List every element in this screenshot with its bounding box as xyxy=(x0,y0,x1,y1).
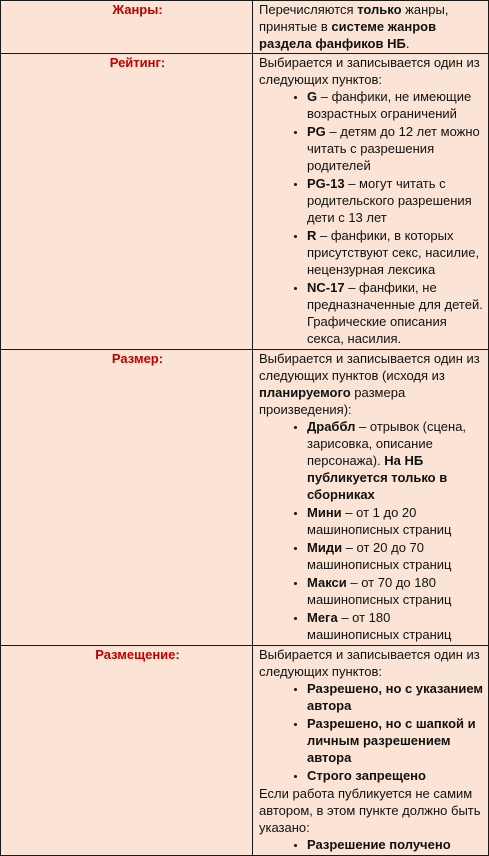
row-content-size xyxy=(253,350,489,646)
list-item: • Драббл – отрывок (сцена, зарисовка, описание персонажа). На НБ публикуется только в сборниках xyxy=(307,418,484,503)
list-item: • R – фанфики, в которых присутствуют секс, насилие, нецензурная лексика xyxy=(307,227,484,278)
row-content-genres xyxy=(253,1,489,54)
placement-note-list xyxy=(259,836,484,853)
list-item: • G – фанфики, не имеющие возрастных ограничений xyxy=(307,88,484,122)
row-content-rating xyxy=(253,54,489,350)
size-intro: Выбирается и записывается один из следующих пунктов (исходя из планируемого размера произведения): xyxy=(259,351,480,417)
row-label-cell xyxy=(1,350,253,646)
row-label-size: Размер: xyxy=(111,351,164,366)
table-row-placement xyxy=(1,646,489,856)
list-item: • Строго запрещено xyxy=(307,767,484,784)
rating-list xyxy=(259,88,484,347)
placement-list xyxy=(259,680,484,784)
placement-intro: Выбирается и записывается один из следующих пунктов: xyxy=(259,647,480,679)
row-label-placement: Размещение: xyxy=(95,647,180,662)
list-item: • Миди – от 20 до 70 машинописных страниц xyxy=(307,539,484,573)
table-row-genres xyxy=(1,1,489,54)
list-item: • Разрешено, но с шапкой и личным разрешением автора xyxy=(307,715,484,766)
row-label-cell xyxy=(1,1,253,54)
size-list xyxy=(259,418,484,643)
rating-intro: Выбирается и записывается один из следующих пунктов: xyxy=(259,55,480,87)
genres-description: Перечисляются только жанры, принятые в системе жанров раздела фанфиков НБ. xyxy=(259,2,449,51)
list-item: • PG – детям до 12 лет можно читать с разрешения родителей xyxy=(307,123,484,174)
list-item: • PG-13 – могут читать с родительского разрешения дети с 13 лет xyxy=(307,175,484,226)
placement-note: Если работа публикуется не самим автором, в этом пункте должно быть указано: xyxy=(259,786,481,835)
row-label-genres: Жанры: xyxy=(112,2,163,17)
row-label-cell xyxy=(1,54,253,350)
list-item: • Мега – от 180 машинописных страниц xyxy=(307,609,484,643)
table-row-rating xyxy=(1,54,489,350)
list-item: • NC-17 – фанфики, не предназначенные для детей. Графические описания секса, насилия. xyxy=(307,279,484,347)
list-item: • Мини – от 1 до 20 машинописных страниц xyxy=(307,504,484,538)
row-label-cell xyxy=(1,646,253,856)
table-row-size xyxy=(1,350,489,646)
list-item: • Макси – от 70 до 180 машинописных страниц xyxy=(307,574,484,608)
row-label-rating: Рейтинг: xyxy=(109,55,166,70)
list-item: • Разрешение получено xyxy=(307,836,484,853)
row-content-placement xyxy=(253,646,489,856)
list-item: • Разрешено, но с указанием автора xyxy=(307,680,484,714)
